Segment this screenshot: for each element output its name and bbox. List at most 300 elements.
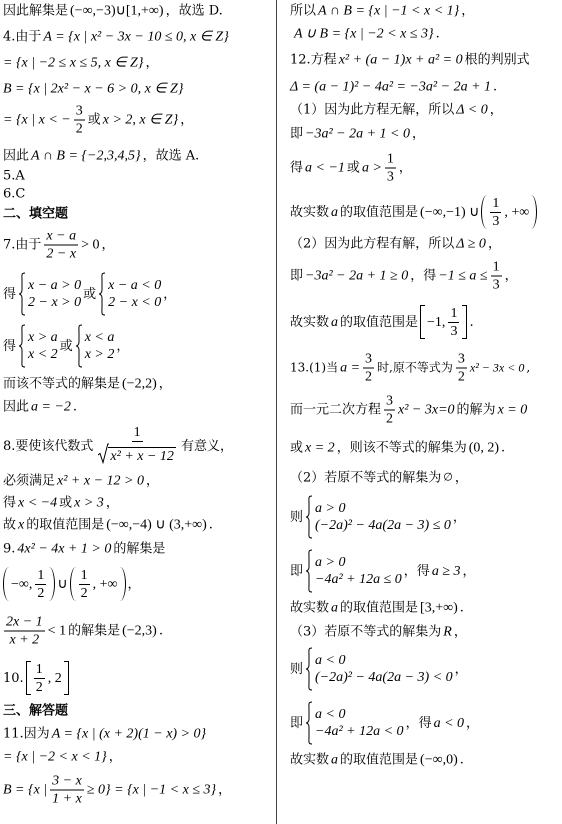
- text: ，: [158, 376, 172, 392]
- text-line: [3, 376, 172, 393]
- math: , +∞: [92, 576, 118, 592]
- text: 或: [346, 160, 360, 176]
- math: Δ ≥ 0: [456, 236, 486, 252]
- left-brace: [305, 647, 313, 691]
- text: ，则该不等式的解集为: [336, 440, 467, 456]
- left-brace-stroke: [19, 273, 25, 315]
- equation-row: x < a: [84, 330, 115, 345]
- right-column: [287, 0, 559, 824]
- math: −3a² − 2a + 1 < 0: [305, 126, 411, 142]
- math: = {x | x < −: [3, 112, 71, 128]
- text-line: [3, 148, 199, 165]
- equation-system: [305, 549, 402, 593]
- left-brace-stroke: [306, 702, 312, 744]
- empty-set-symbol: ∅: [443, 471, 453, 484]
- fraction: [79, 568, 90, 601]
- math: x² − 3x=0: [398, 402, 455, 418]
- fraction-numerator: 2x − 1: [6, 614, 43, 630]
- text: .: [158, 623, 163, 639]
- math: a: [331, 314, 339, 330]
- text: 即: [290, 563, 304, 579]
- text: ，: [412, 126, 426, 142]
- text: 故实数: [290, 600, 330, 616]
- text-line: [290, 305, 474, 339]
- text-line: [3, 29, 229, 46]
- text: 故实数: [290, 314, 330, 330]
- text: 的解集是: [68, 623, 121, 639]
- equation-rows: [28, 329, 58, 363]
- text: 得: [3, 286, 17, 302]
- text: 的解为: [456, 402, 496, 418]
- math: (−∞,−3)∪[1,+∞): [70, 3, 164, 19]
- fraction-denominator: x + 2: [9, 632, 40, 648]
- text: 7.由于: [3, 237, 42, 253]
- fraction: [74, 104, 85, 137]
- math: x > 2, x ∈ Z}: [102, 112, 179, 128]
- text-line: [290, 3, 474, 20]
- left-parenthesis: [3, 567, 9, 601]
- fraction: [35, 568, 46, 601]
- math: x² + (a − 1)x + a² = 0: [338, 52, 463, 68]
- text: 4.由于: [3, 29, 42, 45]
- math: < 1: [47, 623, 67, 639]
- fraction: [4, 615, 45, 648]
- math: [3,+∞): [420, 600, 458, 616]
- math: a: [331, 752, 339, 768]
- text-line: [3, 615, 163, 648]
- text: 故实数: [290, 752, 330, 768]
- math: (−∞,−4) ∪ (3,+∞): [106, 517, 207, 533]
- math: A = {x | (x + 2)(1 − x) > 0}: [51, 726, 207, 742]
- text: ，故选 D.: [165, 3, 223, 19]
- text-line: [3, 104, 193, 137]
- text-line: [290, 152, 412, 185]
- fraction: [490, 196, 501, 229]
- text-line: [290, 647, 468, 691]
- math: x > 3: [74, 495, 104, 511]
- equation-row: x > 2: [84, 347, 115, 362]
- fraction: [44, 229, 78, 262]
- math: Δ = (a − 1)² − 4a² = −3a² − 2a + 1: [290, 79, 492, 95]
- text-line: [3, 399, 77, 416]
- math: B = {x |: [3, 782, 48, 798]
- text: 得: [3, 495, 17, 511]
- text: 因此: [3, 148, 30, 164]
- text: .: [459, 600, 464, 616]
- text-line: [3, 425, 233, 467]
- text: ，: [398, 160, 412, 176]
- left-bracket: [26, 661, 31, 695]
- text: .: [435, 26, 440, 42]
- math: a =: [340, 360, 361, 376]
- text: .: [501, 440, 506, 456]
- text-line: [3, 81, 183, 98]
- text: 13.(1)当: [290, 360, 339, 375]
- equation-system: [18, 324, 58, 368]
- text-line: [3, 229, 115, 262]
- text: 或: [83, 286, 97, 302]
- text: 的取值范围是: [340, 600, 419, 616]
- text-line: [290, 549, 476, 593]
- text: ，: [180, 112, 194, 128]
- equation-row: a > 0: [315, 555, 346, 570]
- text: 时,原不等式为: [377, 360, 453, 375]
- left-brace-stroke: [19, 325, 25, 367]
- text: 必须满足: [3, 473, 56, 489]
- math: , +∞: [504, 204, 530, 220]
- text: 则: [290, 509, 304, 525]
- text: 所以: [290, 3, 317, 19]
- equation-rows: [28, 277, 81, 311]
- text: 故实数: [290, 204, 330, 220]
- text: 即: [290, 715, 304, 731]
- text: ，得: [403, 563, 430, 579]
- text-line: [290, 701, 479, 745]
- equation-row: a > 0: [315, 501, 346, 516]
- text-line: [294, 26, 440, 43]
- left-parenthesis: [481, 195, 487, 229]
- text-line: [290, 260, 518, 293]
- math: −1,: [427, 314, 446, 330]
- math: −∞,: [11, 576, 33, 592]
- text: ，: [218, 782, 232, 798]
- math: a ≥ 3: [431, 563, 461, 579]
- math: a = −2: [31, 399, 71, 415]
- left-brace: [305, 701, 313, 745]
- equation-system: [305, 495, 451, 539]
- text: 则: [290, 661, 304, 677]
- text-line: [290, 600, 464, 617]
- math: B = {x | 2x² − x − 6 > 0, x ∈ Z}: [3, 81, 184, 97]
- text: 9.: [3, 541, 16, 557]
- fraction-numerator: 3: [75, 103, 83, 119]
- text: 得: [290, 160, 304, 176]
- text: ，: [452, 509, 466, 525]
- fraction-numerator: 1: [386, 151, 394, 167]
- answer: 6.C: [3, 186, 26, 202]
- equation-row: 2 − x > 0: [28, 295, 82, 310]
- text: ，: [145, 473, 159, 489]
- text-line: [290, 394, 527, 427]
- text-line: [290, 126, 425, 143]
- text: 得: [3, 338, 17, 354]
- left-brace: [75, 324, 83, 368]
- math: ≥ 0} = {x | −1 < x ≤ 3}: [86, 782, 217, 798]
- text: 有意义，: [180, 438, 233, 454]
- text-line: [3, 473, 159, 490]
- right-parenthesis: [49, 567, 55, 601]
- text-line: [3, 495, 119, 512]
- text-line: [3, 168, 25, 185]
- text: .: [72, 399, 78, 415]
- fraction-numerator: 1: [450, 305, 458, 321]
- equation-system: [98, 272, 161, 316]
- math: (−2,2): [122, 376, 157, 392]
- fraction-numerator: 3 − x: [52, 773, 82, 789]
- equation-rows: [315, 500, 451, 534]
- equation-row: x − a > 0: [28, 278, 82, 293]
- math: −1 ≤ a ≤: [438, 268, 488, 284]
- text-line: [290, 195, 537, 229]
- text-line: [3, 55, 158, 72]
- fraction: [448, 306, 459, 339]
- equation-row: (−2a)² − 4a(2a − 3) ≤ 0: [315, 518, 451, 533]
- fraction-denominator: [96, 442, 178, 467]
- fraction-denominator: 2: [365, 369, 373, 385]
- math: R: [443, 624, 452, 640]
- fraction-denominator: 3: [450, 323, 458, 339]
- text: ，: [466, 715, 480, 731]
- right-bracket: [64, 661, 69, 695]
- math: (−∞,0): [420, 752, 458, 768]
- text: ，: [454, 470, 468, 486]
- column-divider: [276, 0, 277, 824]
- text: .: [459, 752, 464, 768]
- text: ，: [504, 268, 518, 284]
- math: x: [18, 517, 25, 533]
- text-line: [3, 186, 25, 203]
- math: a < −1: [305, 160, 345, 176]
- math: −3a² − 2a + 1 ≥ 0: [305, 268, 409, 284]
- fraction-numerator: 1: [80, 567, 88, 583]
- text: 或: [290, 440, 304, 456]
- text-line: [3, 324, 129, 368]
- left-brace-stroke: [306, 496, 312, 538]
- text-line: [290, 470, 468, 487]
- math: a: [331, 204, 339, 220]
- fraction-denominator: 2: [37, 585, 45, 601]
- fraction: [50, 774, 84, 807]
- fraction: [456, 352, 467, 385]
- fraction: [384, 394, 395, 427]
- text-line: [3, 206, 68, 223]
- text: ，: [163, 286, 177, 302]
- text: ，得: [405, 715, 432, 731]
- text: 8.要使该代数式: [3, 438, 94, 454]
- text-line: [3, 517, 213, 534]
- text-line: [3, 726, 206, 743]
- fraction-numerator: 3: [365, 351, 373, 367]
- text: （2）若原不等式的解集为: [290, 470, 442, 486]
- fraction: [363, 352, 374, 385]
- text: 故: [3, 517, 17, 533]
- equation-rows: [315, 554, 402, 588]
- left-brace-stroke: [99, 273, 105, 315]
- equation-system: [305, 701, 404, 745]
- text: 的取值范围是: [340, 314, 419, 330]
- text: 根的判别式: [464, 52, 530, 68]
- equation-system: [305, 647, 453, 691]
- math: ∪: [57, 576, 68, 592]
- fraction-numerator: 1: [133, 425, 141, 440]
- equation-system: [75, 324, 115, 368]
- text: 的取值范围是: [340, 752, 419, 768]
- text: 而该不等式的解集是: [3, 376, 121, 392]
- math: (0, 2): [468, 440, 500, 456]
- math: > 0: [81, 237, 100, 253]
- math: (−∞,−1) ∪: [420, 204, 480, 220]
- text: 因此: [3, 399, 30, 415]
- math: a >: [361, 160, 382, 176]
- right-parenthesis: [120, 567, 126, 601]
- text-line: [3, 774, 231, 807]
- left-brace: [98, 272, 106, 316]
- fraction-denominator: 2: [75, 121, 83, 137]
- text: 而一元二次方程: [290, 402, 382, 418]
- equation-row: a < 0: [315, 707, 346, 722]
- equation-rows: [315, 652, 453, 686]
- left-brace-stroke: [76, 325, 82, 367]
- text-line: [3, 703, 68, 720]
- text: ，: [454, 661, 468, 677]
- equation-row: 2 − x < 0: [108, 295, 162, 310]
- math: x < −4: [18, 495, 58, 511]
- text: 10.: [3, 670, 24, 686]
- math: a < 0: [433, 715, 465, 731]
- math: A = {x | x² − 3x − 10 ≤ 0, x ∈ Z}: [43, 29, 229, 45]
- left-brace-stroke: [306, 550, 312, 592]
- math: , 2: [47, 670, 62, 686]
- text-line: [290, 752, 464, 769]
- text: ，: [461, 3, 475, 19]
- math: x = 2: [305, 440, 335, 456]
- text: （1）因为此方程无解，所以: [290, 102, 455, 118]
- equation-row: (−2a)² − 4a(2a − 3) < 0: [315, 670, 453, 685]
- text: .: [493, 79, 498, 95]
- fraction-denominator: 3: [492, 213, 500, 229]
- text: 或: [59, 495, 73, 511]
- text-line: [3, 567, 141, 601]
- math: a: [331, 600, 339, 616]
- fraction-denominator: 3: [492, 277, 500, 293]
- text: ，: [145, 55, 159, 71]
- text-line: [290, 79, 497, 96]
- text: ，: [116, 338, 130, 354]
- fraction-numerator: 1: [492, 195, 500, 211]
- text-line: [290, 624, 467, 641]
- fraction: [96, 425, 178, 467]
- fraction: [491, 260, 502, 293]
- text: ，故选 A.: [142, 148, 200, 164]
- text-line: [290, 352, 530, 385]
- text: ，: [127, 576, 141, 592]
- fraction-numerator: x − a: [46, 228, 77, 244]
- text: ，: [108, 749, 122, 765]
- text-line: [3, 749, 122, 766]
- math: 4x² − 4x + 1 > 0: [17, 541, 112, 557]
- text: ，得: [410, 268, 437, 284]
- left-column: [0, 0, 272, 824]
- left-brace: [18, 272, 26, 316]
- fraction-denominator: 1 + x: [52, 791, 82, 807]
- section-heading: 二、填空题: [3, 206, 69, 222]
- text: ，: [453, 624, 467, 640]
- right-parenthesis: [531, 195, 537, 229]
- text: 11.因为: [3, 726, 50, 742]
- text: ，: [489, 102, 503, 118]
- text: 即: [290, 268, 304, 284]
- text: （3）若原不等式的解集为: [290, 624, 442, 640]
- text-line: [290, 236, 501, 253]
- equation-row: x < 2: [28, 347, 58, 362]
- equation-row: −4a² + 12a < 0: [315, 724, 404, 739]
- math: A ∩ B = {x | −1 < x < 1}: [318, 3, 460, 19]
- fraction-numerator: 1: [492, 259, 500, 275]
- radicand: x² + x − 12: [110, 449, 174, 464]
- fraction-denominator: 2: [80, 585, 88, 601]
- equation-row: x − a < 0: [108, 278, 162, 293]
- equation-system: [18, 272, 81, 316]
- answer: 5.A: [3, 168, 25, 184]
- text-line: [290, 440, 505, 457]
- math: = {x | −2 < x < 1}: [3, 749, 107, 765]
- equation-row: −4a² + 12a ≤ 0: [315, 572, 402, 587]
- text: 的取值范围是: [26, 517, 105, 533]
- text: 或: [59, 338, 73, 354]
- left-bracket: [420, 305, 425, 339]
- math: Δ < 0: [456, 102, 488, 118]
- left-brace-stroke: [306, 648, 312, 690]
- math: x = 0: [497, 402, 528, 418]
- text-line: [290, 52, 530, 69]
- equation-row: x > a: [28, 330, 58, 345]
- text: （2）因为此方程有解，所以: [290, 236, 455, 252]
- equation-row: a < 0: [315, 653, 346, 668]
- text-line: [290, 495, 466, 539]
- square-root: [98, 443, 176, 464]
- fraction-numerator: 3: [386, 393, 394, 409]
- text: ，: [101, 237, 115, 253]
- math: x² + x − 12 > 0: [57, 473, 144, 489]
- fraction-numerator: 1: [35, 661, 43, 677]
- fraction-numerator: 3: [457, 351, 465, 367]
- section-heading: 三、解答题: [3, 703, 69, 719]
- left-brace: [305, 495, 313, 539]
- math: A ∪ B = {x | −2 < x ≤ 3}: [294, 26, 434, 42]
- fraction-denominator: 2: [386, 411, 394, 427]
- text: ,: [526, 360, 531, 375]
- left-parenthesis: [70, 567, 76, 601]
- left-brace: [18, 324, 26, 368]
- text-line: [3, 272, 176, 316]
- text: 因此解集是: [3, 3, 69, 19]
- text-line: [3, 3, 223, 20]
- right-bracket: [462, 305, 467, 339]
- fraction-denominator: 2: [457, 369, 465, 385]
- fraction: [34, 662, 45, 695]
- math: A ∩ B = {−2,3,4,5}: [31, 148, 141, 164]
- equation-rows: [315, 706, 404, 740]
- fraction-denominator: 3: [386, 169, 394, 185]
- text: .: [469, 314, 474, 330]
- fraction-denominator: 2 − x: [46, 246, 77, 262]
- math: = {x | −2 ≤ x ≤ 5, x ∈ Z}: [3, 55, 144, 71]
- text: ，: [105, 495, 119, 511]
- text-line: [3, 661, 69, 695]
- text: 的解集是: [113, 541, 166, 557]
- fraction: [385, 152, 396, 185]
- text-line: [290, 102, 503, 119]
- text: ，: [487, 236, 501, 252]
- fraction-denominator: 2: [35, 679, 43, 695]
- text: .: [208, 517, 213, 533]
- left-brace: [305, 549, 313, 593]
- math: x² − 3x < 0: [469, 360, 525, 375]
- math: (−2,3): [122, 623, 157, 639]
- text: 12.方程: [290, 52, 337, 68]
- text: 的取值范围是: [340, 204, 419, 220]
- equation-rows: [108, 277, 161, 311]
